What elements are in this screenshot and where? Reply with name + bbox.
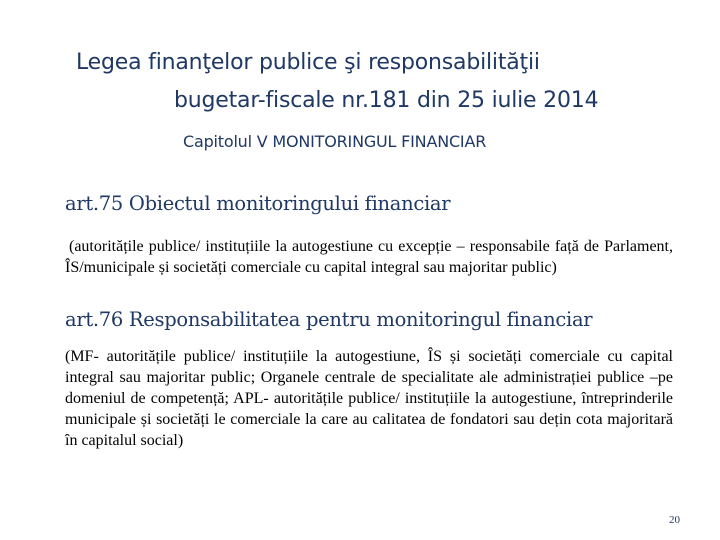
article-75-heading: art.75 Obiectul monitoringului financiar <box>65 192 451 215</box>
article-76-heading: art.76 Responsabilitatea pentru monitoringul financiar <box>65 308 593 331</box>
page-number: 20 <box>669 514 680 526</box>
chapter-heading: Capitolul V MONITORINGUL FINANCIAR <box>183 132 487 151</box>
article-75-body: (autoritățile publice/ instituțiile la autogestiune cu excepție – responsabile față de Parlament, ÎS/municipale și societăți comerciale cu capital integral sau majoritar public) <box>65 238 673 276</box>
article-76-body: (MF- autoritățile publice/ instituțiile la autogestiune, ÎS și societăți comerciale cu capital integral sau majoritar public; Organele centrale de specialitate ale administrației publice –pe domeniul de competență; APL- autoritățile publice/ instituțiile la autogestiune, întreprinderile municipale și societăți le comerciale la care au calitatea de fondatori sau dețin cota majoritară în capitalul social) <box>65 348 673 449</box>
title-line-2: bugetar-fiscale nr.181 din 25 iulie 2014 <box>174 88 599 113</box>
title-line-1: Legea finanţelor publice şi responsabilităţii <box>76 50 540 75</box>
